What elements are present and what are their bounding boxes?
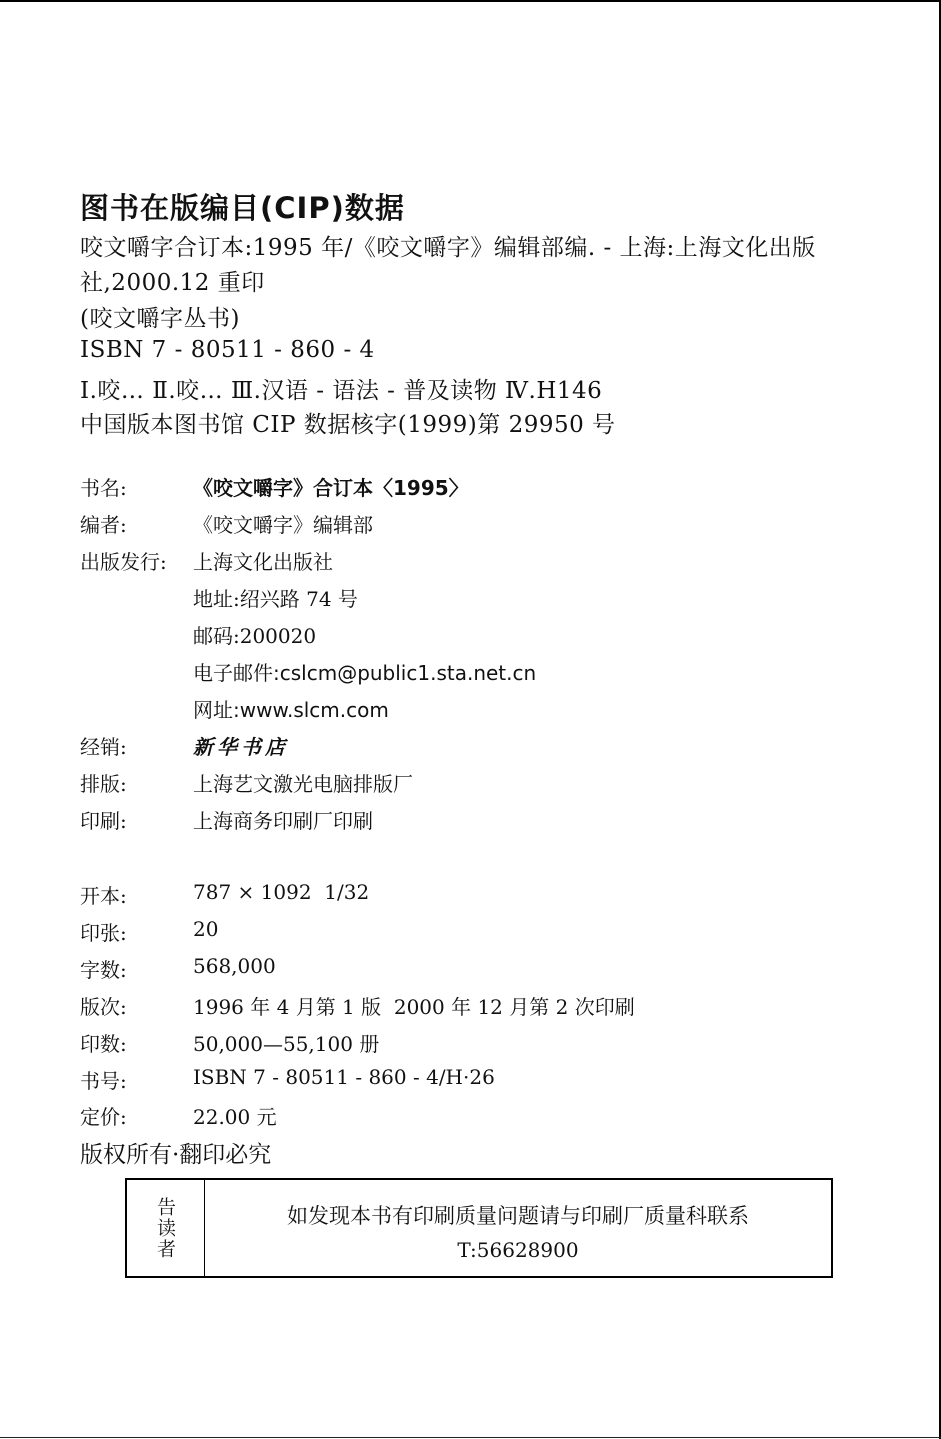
spec-row-sheets: 印张: 20 (80, 917, 219, 945)
reader-notice-box (125, 1178, 833, 1278)
book-title-value: 《咬文嚼字》合订本〈1995〉 (193, 476, 469, 500)
info-row-printing: 印刷: 上海商务印刷厂印刷 (80, 805, 192, 834)
publisher-website: 网址:www.slcm.com (193, 698, 389, 722)
publisher-address: 地址:绍兴路 74 号 (193, 587, 358, 611)
book-number-value: ISBN 7 - 80511 - 860 - 4/H·26 (193, 1065, 495, 1089)
reader-notice-label-cell (127, 1180, 205, 1276)
sheets-value: 20 (193, 917, 219, 941)
price-value: 22.00 元 (193, 1105, 277, 1129)
editor-value: 《咬文嚼字》编辑部 (193, 513, 373, 537)
cip-classification-line: Ⅰ.咬… Ⅱ.咬… Ⅲ.汉语 - 语法 - 普及读物 Ⅳ.H146 (80, 378, 603, 404)
info-row-typesetting: 排版: 上海艺文激光电脑排版厂 (80, 768, 192, 797)
page-border-bottom (0, 1437, 941, 1438)
cip-line-1: 咬文嚼字合订本:1995 年/《咬文嚼字》编辑部编. - 上海:上海文化出版 (80, 235, 816, 261)
print-run-value: 50,000—55,100 册 (193, 1032, 380, 1056)
cip-heading: 图书在版编目(CIP)数据 (80, 191, 405, 225)
cip-line-2: 社,2000.12 重印 (80, 270, 265, 296)
printing-value: 上海商务印刷厂印刷 (193, 809, 373, 833)
typesetting-value: 上海艺文激光电脑排版厂 (193, 772, 413, 796)
format-value: 787 × 1092 1/32 (193, 880, 370, 904)
spec-row-edition: 版次: 1996 年 4 月第 1 版 2000 年 12 月第 2 次印刷 (80, 991, 192, 1020)
reader-notice-label: 告读者 (154, 1196, 176, 1260)
spec-row-price: 定价: 22.00 元 (80, 1101, 192, 1130)
info-row-publisher: 出版发行: 上海文化出版社 (80, 546, 192, 575)
reader-notice-phone: T:56628900 (457, 1238, 579, 1262)
spec-row-print-run: 印数: 50,000—55,100 册 (80, 1028, 192, 1057)
cip-line-3: (咬文嚼字丛书) (80, 306, 240, 332)
publisher-value: 上海文化出版社 (193, 550, 333, 574)
spec-row-format: 开本: 787 × 1092 1/32 (80, 880, 370, 908)
publisher-postcode: 邮码:200020 (193, 624, 317, 648)
spec-row-words: 字数: 568,000 (80, 954, 276, 982)
cip-isbn-line: ISBN 7 - 80511 - 860 - 4 (80, 337, 375, 363)
edition-value: 1996 年 4 月第 1 版 2000 年 12 月第 2 次印刷 (193, 995, 635, 1019)
page-border-top (0, 0, 941, 2)
distributor-logo-text: 新华书店 (193, 735, 289, 759)
cip-record-number-line: 中国版本图书馆 CIP 数据核字(1999)第 29950 号 (80, 412, 616, 438)
info-row-title: 书名: 《咬文嚼字》合订本〈1995〉 (80, 472, 192, 501)
copyright-notice: 版权所有·翻印必究 (80, 1142, 272, 1168)
reader-notice-message: 如发现本书有印刷质量问题请与印刷厂质量科联系 (287, 1204, 749, 1228)
words-value: 568,000 (193, 954, 276, 978)
publisher-email: 电子邮件:cslcm@public1.sta.net.cn (193, 661, 537, 685)
spec-row-book-number: 书号: ISBN 7 - 80511 - 860 - 4/H·26 (80, 1065, 495, 1093)
info-row-distributor: 经销: 新华书店 (80, 731, 192, 760)
info-row-editor: 编者: 《咬文嚼字》编辑部 (80, 509, 192, 538)
